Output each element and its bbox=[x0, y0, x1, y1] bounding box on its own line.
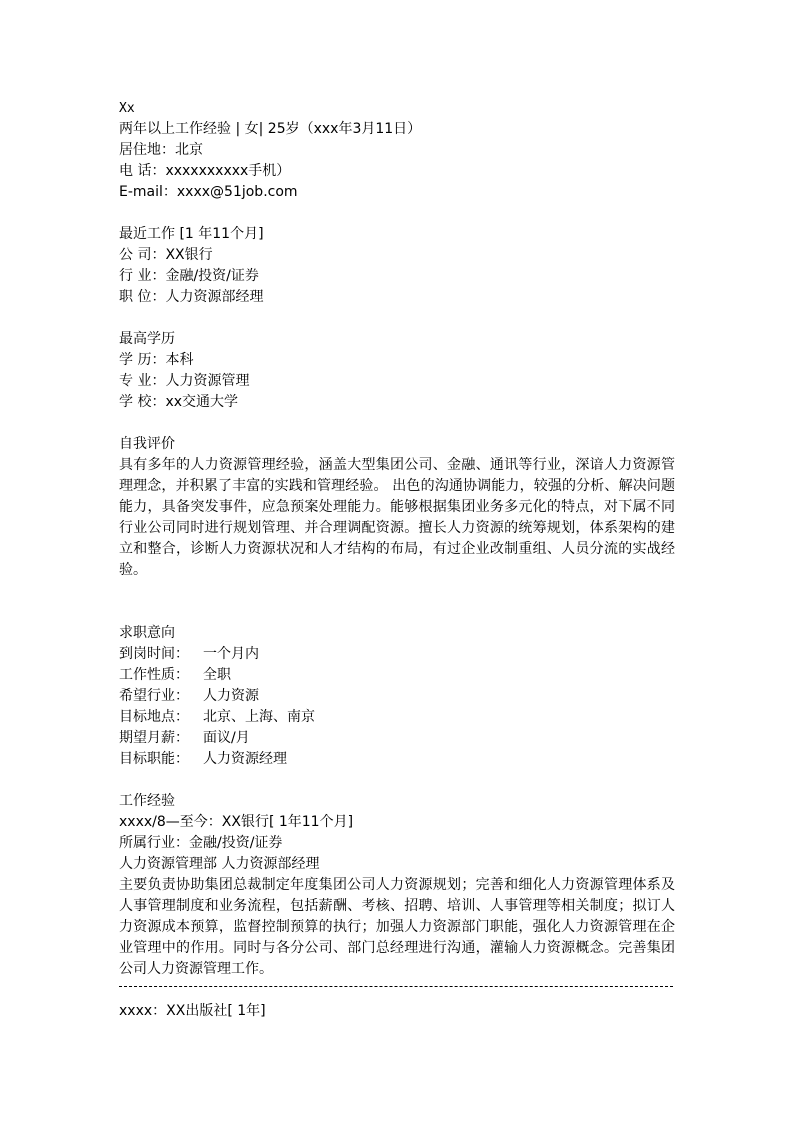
residence: 居住地：北京 bbox=[119, 142, 203, 158]
recent-work-industry: 行 业：金融/投资/证券 bbox=[119, 268, 259, 284]
education-degree: 学 历：本科 bbox=[119, 352, 194, 368]
job-intent-value: 一个月内 bbox=[203, 646, 259, 662]
phone: 电 话：xxxxxxxxxx手机） bbox=[119, 163, 291, 179]
job-intent-label: 目标职能： bbox=[119, 751, 189, 767]
education-major: 专 业：人力资源管理 bbox=[119, 373, 250, 389]
job-intent-item bbox=[119, 707, 675, 728]
job-intent-label: 到岗时间： bbox=[119, 646, 189, 662]
job-intent-item bbox=[119, 686, 675, 707]
recent-work-company: 公 司：XX银行 bbox=[119, 247, 213, 263]
job-intent-title: 求职意向 bbox=[119, 625, 175, 641]
experience-desc: 主要负责协助集团总裁制定年度集团公司人力资源规划；完善和细化人力资源管理体系及人事管理制度和业务流程，包括薪酬、考核、招聘、培训、人事管理等相关制度；拟订人力资源成本预算，监督控制预算的执行；加强人力资源部门职能，强化人力资源管理在企业管理中的作用。同时与各分公司、部门总经理进行沟通，灌输人力资源概念。完善集团公司人力资源管理工作。 bbox=[119, 877, 675, 977]
job-intent-label: 希望行业： bbox=[119, 688, 189, 704]
education-title: 最高学历 bbox=[119, 331, 175, 347]
candidate-summary: 两年以上工作经验 | 女| 25岁（xxx年3月11日） bbox=[119, 121, 422, 137]
job-intent-label: 工作性质： bbox=[119, 667, 189, 683]
dashed-divider bbox=[119, 986, 673, 988]
recent-work-position: 职 位：人力资源部经理 bbox=[119, 289, 264, 305]
job-intent-item bbox=[119, 644, 675, 665]
job-intent-label: 期望月薪： bbox=[119, 730, 189, 746]
self-eval-title: 自我评价 bbox=[119, 436, 175, 452]
job-intent-item bbox=[119, 665, 675, 686]
self-eval-text: 具有多年的人力资源管理经验，涵盖大型集团公司、金融、通讯等行业，深谙人力资源管理理念，并积累了丰富的实践和管理经验。 出色的沟通协调能力，较强的分析、解决问题能力，具备突发事件，应急预案处理能力。能够根据集团业务多元化的特点，对下属不同行业公司同时进行规划管理、并合理调配资源。擅长人力资源的统筹规划，体系架构的建立和整合，诊断人力资源状况和人才结构的布局，有过企业改制重组、人员分流的实战经验。 bbox=[119, 457, 675, 578]
candidate-name: Xx bbox=[119, 101, 135, 116]
job-intent-label: 目标地点： bbox=[119, 709, 189, 725]
job-intent-value: 人力资源经理 bbox=[203, 751, 287, 767]
recent-work-title: 最近工作 [1 年11个月] bbox=[119, 226, 264, 242]
job-intent-value: 北京、上海、南京 bbox=[203, 709, 315, 725]
experience-industry: 所属行业：金融/投资/证券 bbox=[119, 835, 283, 851]
job-intent-item bbox=[119, 749, 675, 770]
experience-dept: 人力资源管理部 人力资源部经理 bbox=[119, 856, 320, 872]
experience-period: xxxx/8—至今：XX银行[ 1年11个月] bbox=[119, 814, 354, 830]
experience-title: 工作经验 bbox=[119, 793, 175, 809]
resume-document bbox=[119, 98, 675, 1022]
education-school: 学 校：xx交通大学 bbox=[119, 394, 239, 410]
job-intent-item bbox=[119, 728, 675, 749]
email: E-mail：xxxx@51job.com bbox=[119, 184, 298, 200]
job-intent-value: 面议/月 bbox=[203, 730, 250, 746]
job-intent-value: 人力资源 bbox=[203, 688, 259, 704]
experience-period: xxxx：XX出版社[ 1年] bbox=[119, 1003, 266, 1019]
job-intent-value: 全职 bbox=[203, 667, 231, 683]
